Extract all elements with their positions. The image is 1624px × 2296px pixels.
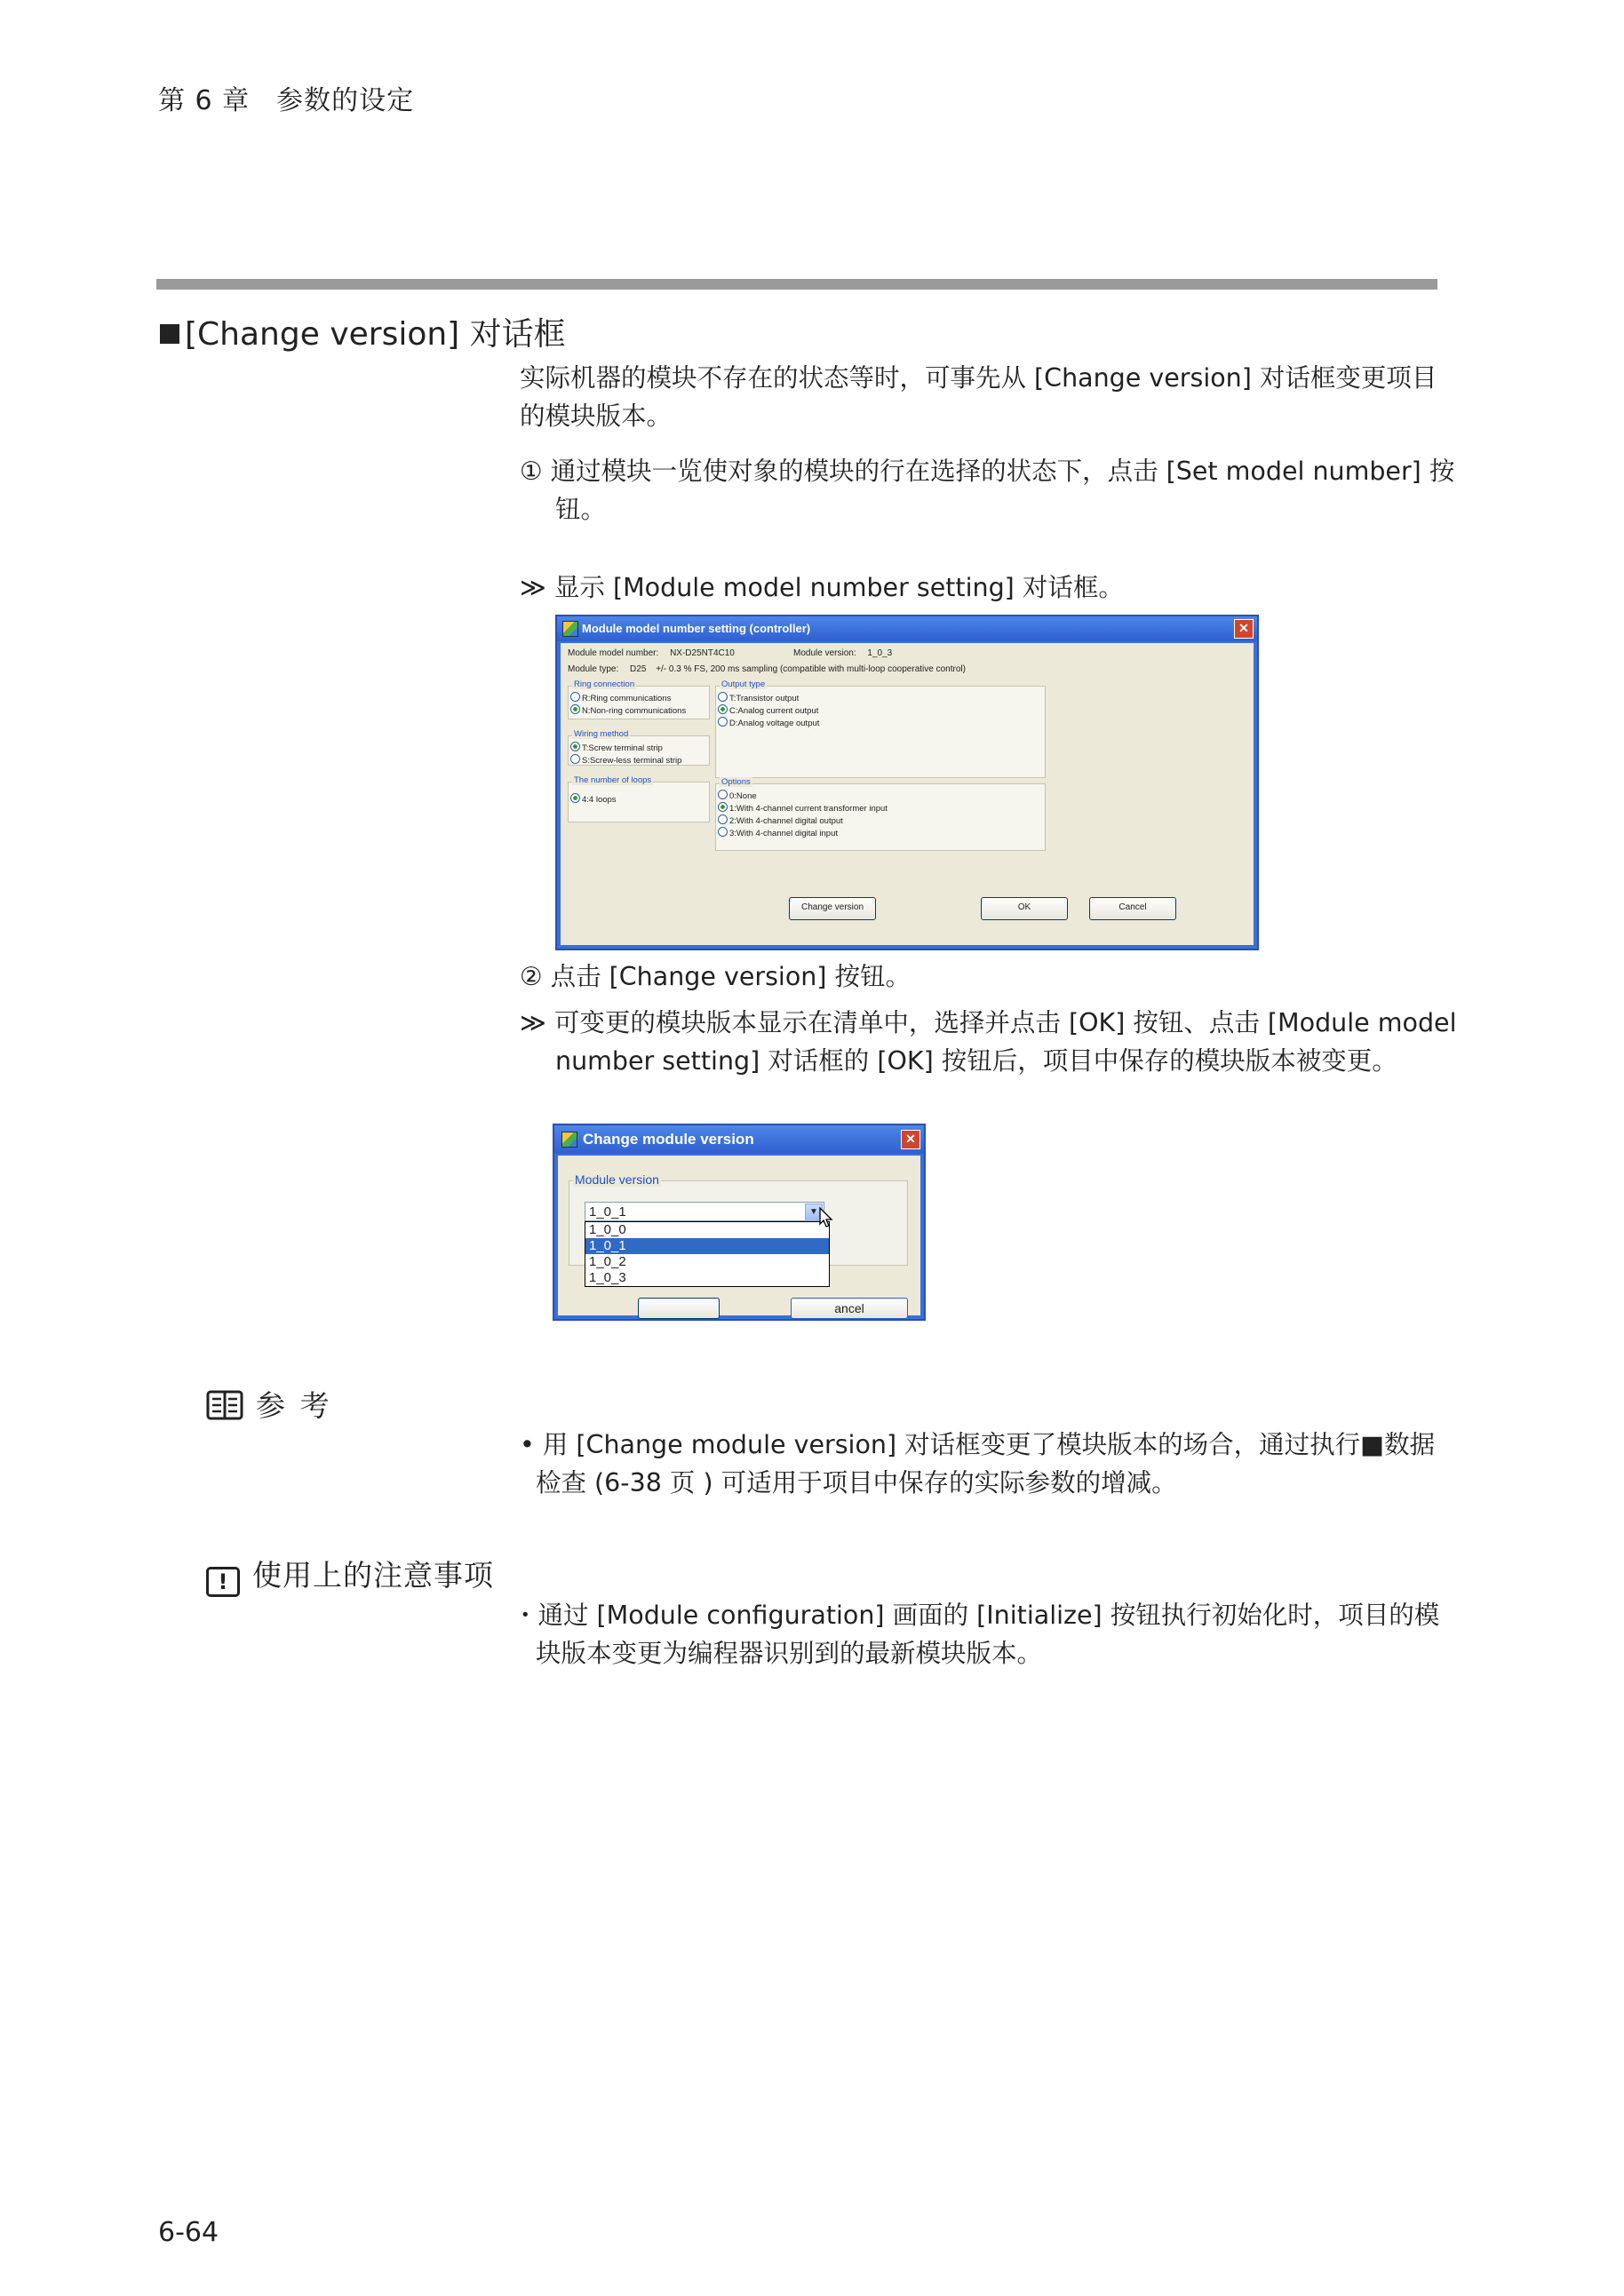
book-icon (206, 1389, 243, 1421)
dropdown-option[interactable]: 1_0_3 (589, 1270, 626, 1285)
radio-ring[interactable]: R:Ring communications (570, 692, 709, 703)
radio-non-ring[interactable]: N:Non-ring communications (570, 704, 709, 716)
radio-analog-voltage[interactable]: D:Analog voltage output (718, 717, 1045, 728)
chapter-title: 参数的设定 (276, 85, 415, 116)
exclamation-icon: ! (206, 1567, 240, 1597)
radio-option-ct[interactable]: 1:With 4-channel current transformer input (718, 802, 1045, 814)
type-description: +/- 0.3 % FS, 200 ms sampling (compatible with multi-loop cooperative control) (656, 664, 966, 674)
radio-4-loops[interactable]: 4:4 loops (570, 793, 709, 805)
type-label: Module type: (568, 664, 619, 674)
app-icon (561, 1132, 577, 1148)
loops-group: The number of loops 4:4 loops (568, 782, 710, 822)
mouse-cursor-icon (819, 1207, 833, 1228)
app-icon (562, 621, 578, 637)
model-label: Module model number: (568, 648, 659, 658)
page-number: 6-64 (158, 2217, 219, 2248)
caution-text: ・通过 [Module configuration] 画面的 [Initialize] 按钮执行初始化时，项目的模块版本变更为编程器识别到的最新模块版本。 (513, 1601, 1440, 1668)
dropdown-option[interactable]: 1_0_2 (589, 1254, 626, 1269)
dialog2-body (558, 1156, 920, 1315)
wiring-method-group: Wiring method T:Screw terminal strip S:Screw-less terminal strip (568, 735, 710, 766)
dropdown-option-selected[interactable]: 1_0_1 (585, 1238, 829, 1254)
change-module-version-dialog (553, 1124, 926, 1321)
reference-heading: 参 考 (206, 1383, 332, 1425)
section-divider (156, 279, 1437, 290)
chapter-label: 第 6 章 (158, 85, 251, 116)
output-type-group: Output type T:Transistor output C:Analog current output D:Analog voltage output (715, 686, 1046, 778)
dialog-body (561, 643, 1254, 945)
close-icon[interactable]: ✕ (901, 1130, 920, 1149)
cancel-button[interactable]: ancel (791, 1298, 908, 1319)
dialog-title-bar: Module model number setting (controller) ✕ (557, 616, 1257, 641)
change-version-button[interactable]: Change version (789, 897, 876, 920)
module-model-dialog (555, 615, 1259, 950)
section-title: [Change version] 对话框 (160, 309, 566, 354)
ok-button-obscured[interactable] (638, 1298, 720, 1319)
type-value: D25 (630, 664, 647, 674)
close-icon[interactable]: ✕ (1234, 619, 1254, 639)
chevron-down-icon[interactable]: ▼ (805, 1204, 823, 1221)
step-2: ② 点击 [Change version] 按钮。 (520, 962, 912, 991)
radio-screw[interactable]: T:Screw terminal strip (570, 742, 709, 753)
square-bullet-icon (160, 324, 179, 344)
module-version-group: Module version (569, 1180, 908, 1266)
result-2: ≫ 可变更的模块版本显示在清单中，选择并点击 [OK] 按钮、点击 [Module model number setting] 对话框的 [OK] 按钮后，项目中保存的模块版本被变更。 (520, 1008, 1457, 1076)
version-value: 1_0_3 (867, 648, 893, 658)
reference-text: • 用 [Change module version] 对话框变更了模块版本的场合，通过执行■数据检查 (6-38 页 ) 可适用于项目中保存的实际参数的增减。 (520, 1430, 1436, 1498)
dropdown-option[interactable]: 1_0_0 (589, 1222, 626, 1237)
cancel-button[interactable]: Cancel (1089, 897, 1176, 920)
ok-button[interactable]: OK (981, 897, 1068, 920)
page-header (158, 78, 414, 117)
radio-option-di[interactable]: 3:With 4-channel digital input (718, 827, 1045, 838)
model-value: NX-D25NT4C10 (670, 648, 735, 658)
options-group: Options 0:None 1:With 4-channel current transformer input 2:With 4-channel digital output 3:With 4-channel digital input (715, 783, 1046, 851)
radio-analog-current[interactable]: C:Analog current output (718, 704, 1045, 716)
caution-heading: ! 使用上的注意事项 (206, 1553, 494, 1597)
result-1: ≫ 显示 [Module model number setting] 对话框。 (520, 573, 1124, 602)
version-combobox[interactable]: 1_0_1 ▼ (585, 1202, 824, 1221)
step-1: ① 通过模块一览使对象的模块的行在选择的状态下，点击 [Set model number] 按钮。 (520, 457, 1455, 524)
intro-paragraph: 实际机器的模块不存在的状态等时，可事先从 [Change version] 对话框变更项目的模块版本。 (520, 363, 1437, 431)
dialog2-title-bar: Change module version ✕ (554, 1125, 924, 1154)
radio-option-do[interactable]: 2:With 4-channel digital output (718, 814, 1045, 826)
ring-connection-group: Ring connection R:Ring communications N:Non-ring communications (568, 686, 710, 719)
radio-transistor[interactable]: T:Transistor output (718, 692, 1045, 703)
radio-option-none[interactable]: 0:None (718, 790, 1045, 801)
version-dropdown-list (585, 1221, 830, 1287)
radio-screwless[interactable]: S:Screw-less terminal strip (570, 754, 709, 766)
version-label: Module version: (793, 648, 856, 658)
